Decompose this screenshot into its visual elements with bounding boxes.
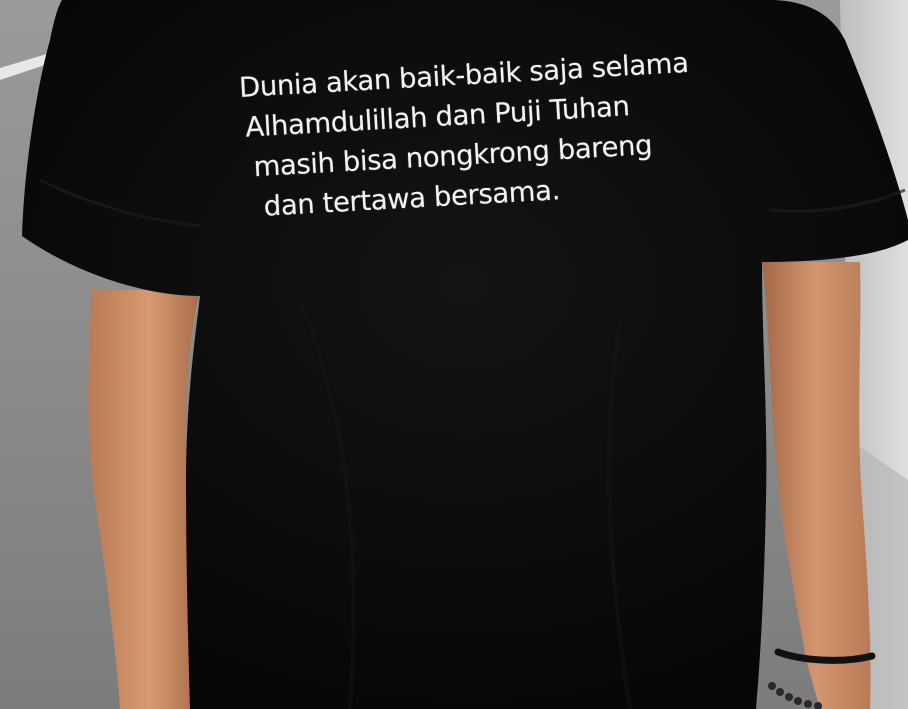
shirt-print-line-3: masih bisa nongkrong bareng <box>252 129 653 184</box>
shirt-print-line-2: Alhamdulillah dan Puji Tuhan <box>244 90 631 144</box>
shirt-print-line-4: dan tertawa bersama. <box>262 174 561 223</box>
shirt-print-text <box>238 40 746 228</box>
shirt-print-line-1: Dunia akan baik-baik saja selama <box>238 46 690 104</box>
